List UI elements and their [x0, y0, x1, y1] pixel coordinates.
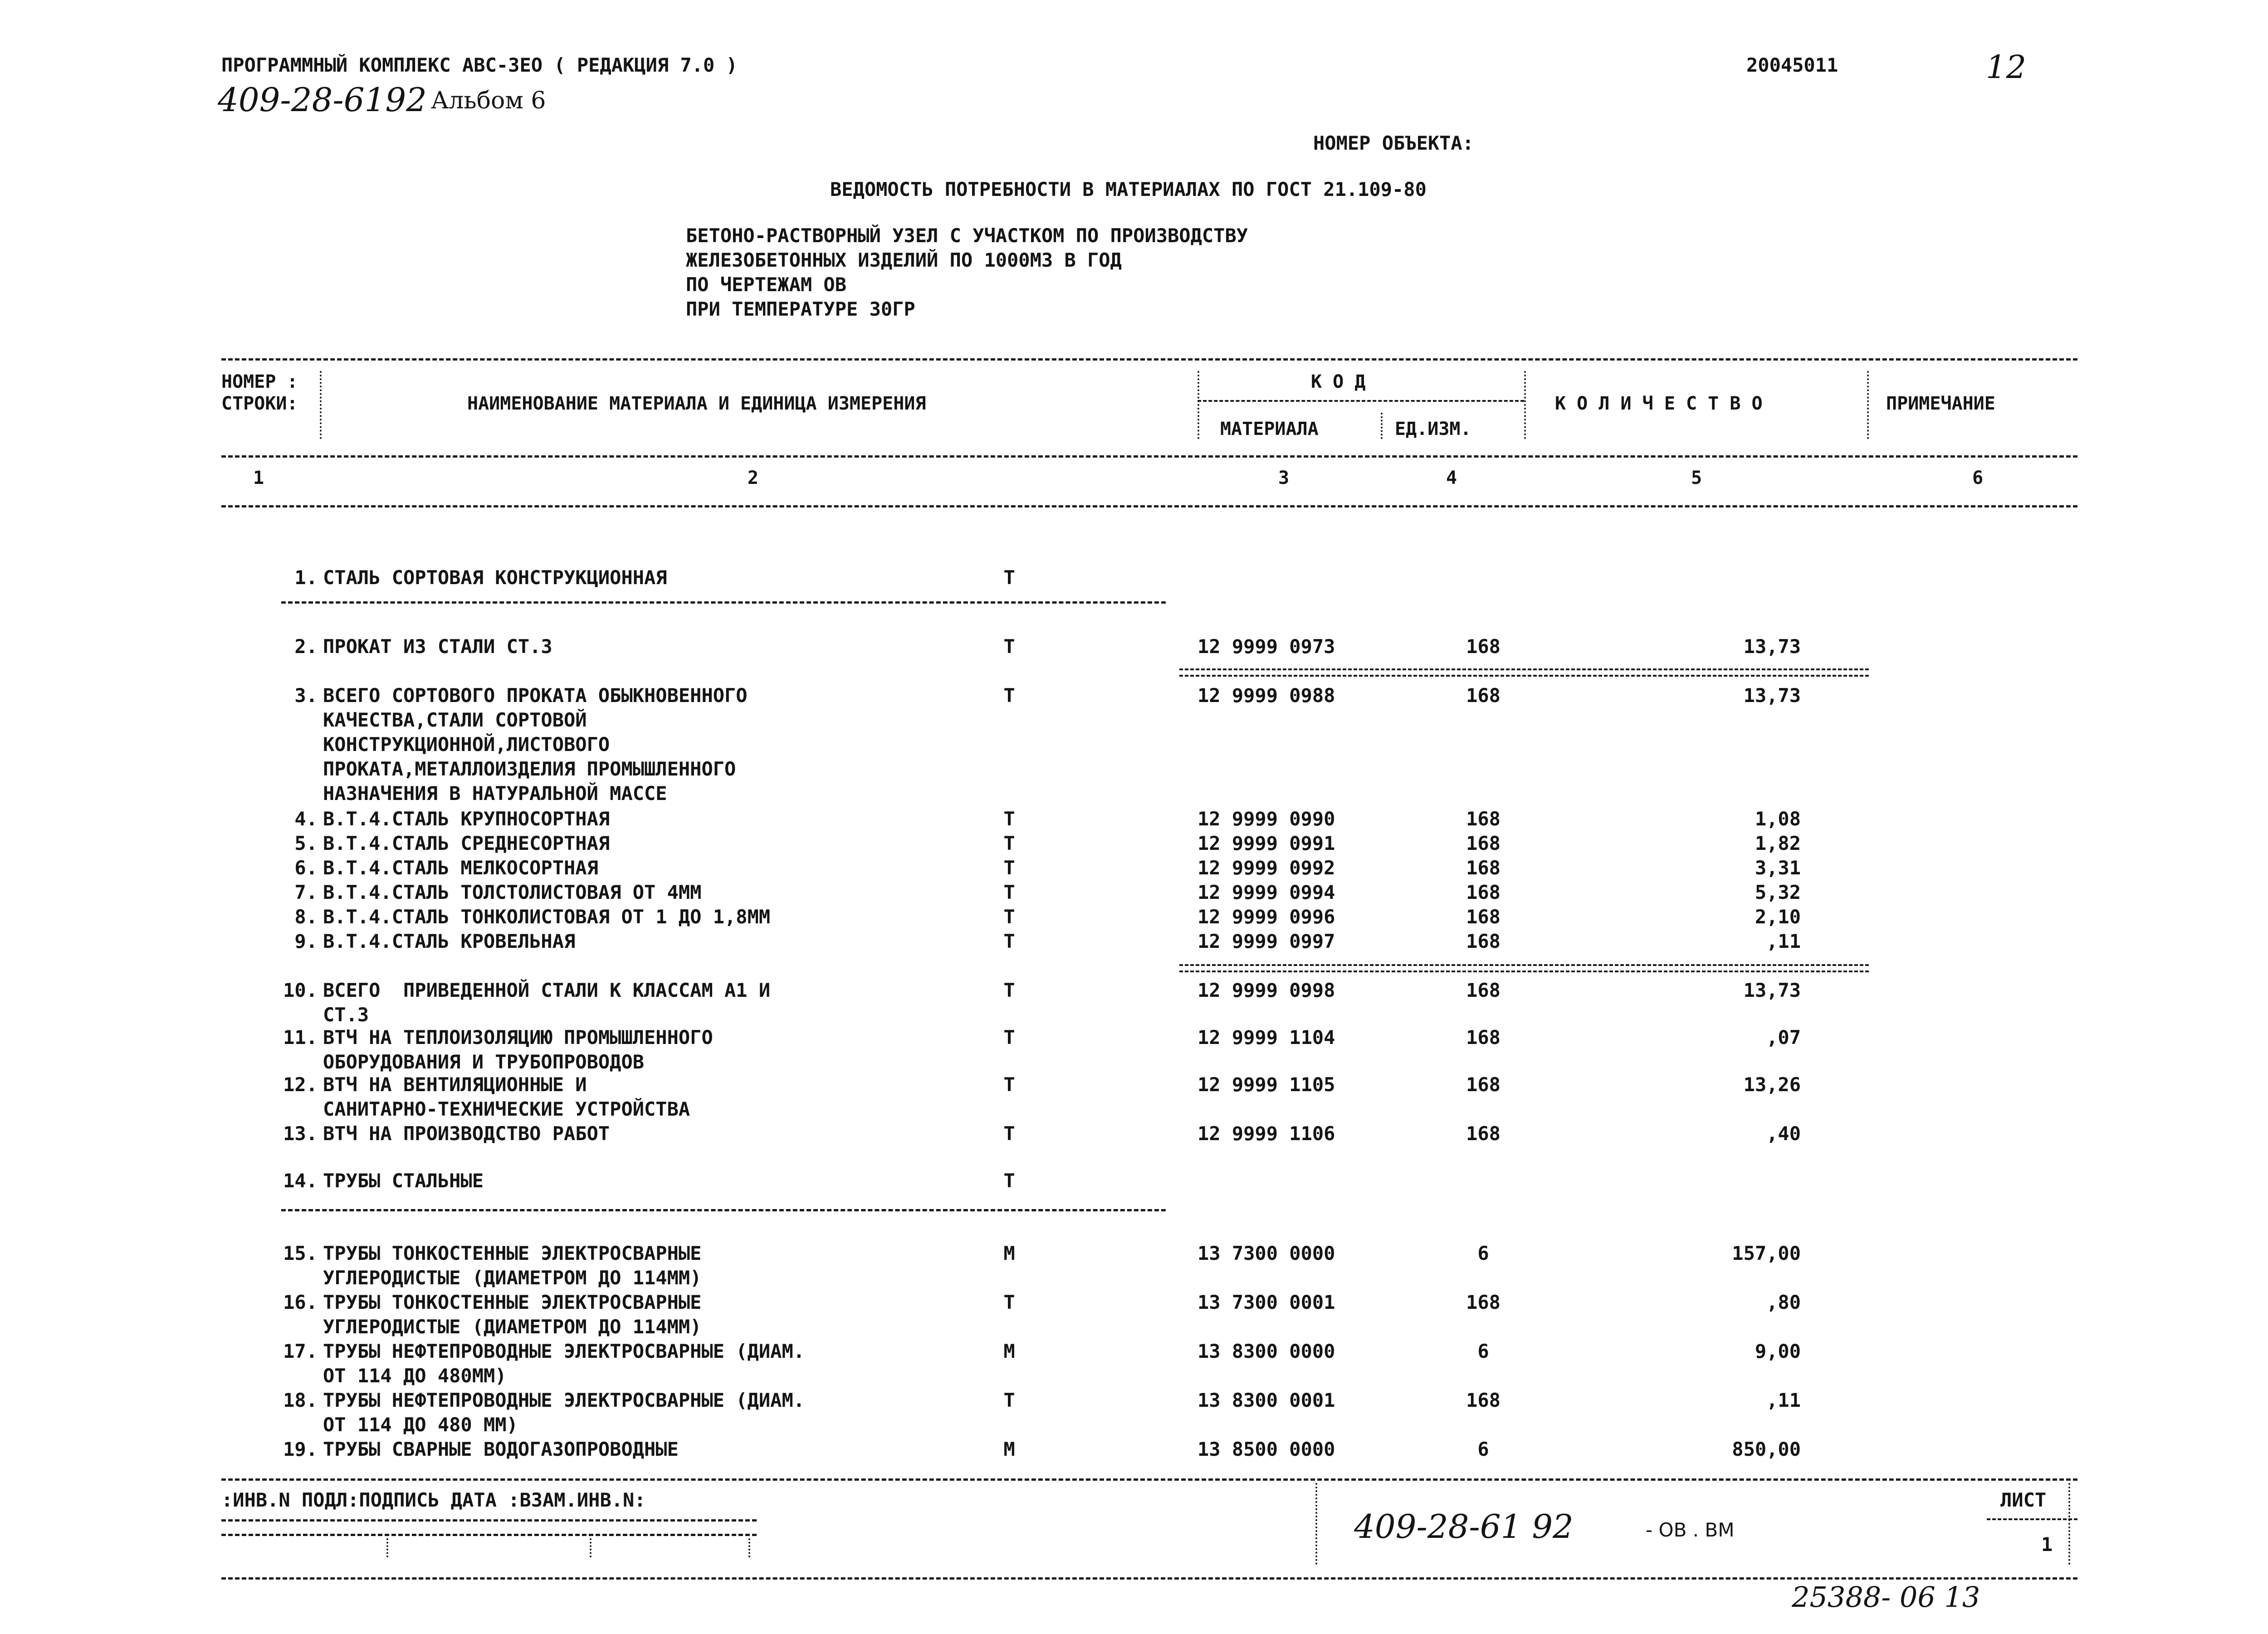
unit-code: 168 [1466, 930, 1501, 952]
material-name-line: В.Т.4.СТАЛЬ ТОЛСТОЛИСТОВАЯ ОТ 4ММ [323, 881, 702, 903]
material-name-line: ТРУБЫ СВАРНЫЕ ВОДОГАЗОПРОВОДНЫЕ [323, 1438, 679, 1460]
header-sep-2 [1198, 371, 1199, 439]
quantity: 1,82 [1755, 832, 1801, 854]
material-name-line: ВТЧ НА ПРОИЗВОДСТВО РАБОТ [323, 1122, 610, 1145]
material-name-line: УГЛЕРОДИСТЫЕ (ДИАМЕТРОМ ДО 114ММ) [323, 1267, 702, 1289]
row-number: 5. [294, 832, 318, 854]
unit-of-measure: Т [1003, 1122, 1015, 1145]
material-name-line: УГЛЕРОДИСТЫЕ (ДИАМЕТРОМ ДО 114ММ) [323, 1316, 702, 1338]
doc-code-handwritten: 409-28-61 92 [1354, 1507, 1574, 1546]
material-code: 12 9999 1105 [1198, 1073, 1335, 1096]
sheet-number: 1 [2041, 1533, 2053, 1556]
quantity: 2,10 [1755, 906, 1801, 928]
unit-of-measure: Т [1003, 808, 1015, 830]
header-material-name: НАИМЕНОВАНИЕ МАТЕРИАЛА И ЕДИНИЦА ИЗМЕРЕНИЯ [467, 393, 926, 414]
material-code: 13 7300 0000 [1198, 1242, 1335, 1264]
unit-of-measure: Т [1003, 1170, 1015, 1192]
material-name-line: ВСЕГО СОРТОВОГО ПРОКАТА ОБЫКНОВЕННОГО [323, 684, 748, 707]
unit-of-measure: Т [1003, 1291, 1015, 1313]
material-name-line: ТРУБЫ СТАЛЬНЫЕ [323, 1170, 484, 1192]
object-desc-line-4: ПРИ ТЕМПЕРАТУРЕ 30ГР [686, 298, 915, 320]
row-number: 16. [283, 1291, 318, 1313]
quantity: ,40 [1766, 1122, 1801, 1145]
sheet-handwritten: 12 [1986, 49, 2027, 86]
unit-of-measure: Т [1003, 857, 1015, 879]
quantity: 3,31 [1755, 857, 1801, 879]
material-name-line: ОТ 114 ДО 480 ММ) [323, 1414, 518, 1436]
header-code-material: МАТЕРИАЛА [1220, 419, 1319, 439]
material-name-line: КОНСТРУКЦИОННОЙ,ЛИСТОВОГО [323, 733, 610, 756]
header-col-index-5: 5 [1691, 468, 1702, 488]
header-mid-rule [221, 455, 2077, 458]
row-number: 4. [294, 808, 318, 830]
unit-code: 6 [1477, 1242, 1489, 1264]
material-name-line: ТРУБЫ ТОНКОСТЕННЫЕ ЭЛЕКТРОСВАРНЫЕ [323, 1242, 702, 1264]
header-sep-5 [1867, 371, 1869, 439]
stamp-rule-1 [221, 1519, 757, 1522]
stamp-rule-2 [221, 1534, 757, 1536]
material-code: 12 9999 0973 [1198, 635, 1335, 658]
unit-code: 168 [1466, 1122, 1501, 1145]
material-name-line: НАЗНАЧЕНИЯ В НАТУРАЛЬНОЙ МАССЕ [323, 782, 667, 805]
row-number: 6. [294, 857, 318, 879]
unit-code: 168 [1466, 979, 1501, 1001]
material-name-line: ПРОКАТ ИЗ СТАЛИ СТ.3 [323, 635, 552, 658]
header-row-number-1: НОМЕР : [221, 371, 298, 392]
unit-code: 168 [1466, 808, 1501, 830]
sheet-rule [1987, 1518, 2077, 1520]
material-name-line: КАЧЕСТВА,СТАЛИ СОРТОВОЙ [323, 709, 587, 731]
unit-of-measure: Т [1003, 979, 1015, 1001]
unit-code: 168 [1466, 857, 1501, 879]
stamp-sep-4 [1315, 1483, 1317, 1565]
header-code: К О Д [1311, 371, 1366, 392]
header-col-index-6: 6 [1972, 468, 1984, 488]
quantity: 13,73 [1743, 979, 1801, 1001]
material-code: 12 9999 1106 [1198, 1122, 1335, 1145]
section-rule-1 [281, 601, 1166, 604]
row-number: 7. [294, 881, 318, 903]
unit-of-measure: М [1003, 1438, 1015, 1460]
unit-code: 168 [1466, 684, 1501, 707]
row-number: 8. [294, 906, 318, 928]
quantity: 13,73 [1743, 635, 1801, 658]
material-name-line: ТРУБЫ НЕФТЕПРОВОДНЫЕ ЭЛЕКТРОСВАРНЫЕ (ДИАМ. [323, 1389, 805, 1411]
row-number: 1. [294, 566, 318, 589]
material-code: 12 9999 0994 [1198, 881, 1335, 903]
material-code: 12 9999 0996 [1198, 906, 1335, 928]
material-name-line: ВТЧ НА ВЕНТИЛЯЦИОННЫЕ И [323, 1073, 587, 1096]
material-name-line: ОБОРУДОВАНИЯ И ТРУБОПРОВОДОВ [323, 1051, 645, 1073]
unit-of-measure: Т [1003, 1026, 1015, 1049]
row-number: 15. [283, 1242, 318, 1264]
unit-of-measure: Т [1003, 635, 1015, 658]
unit-code: 168 [1466, 1026, 1501, 1049]
table-row [0, 856, 2268, 879]
header-sep-3 [1381, 413, 1383, 439]
material-code: 12 9999 0992 [1198, 857, 1335, 879]
unit-code: 168 [1466, 635, 1501, 658]
row-number: 9. [294, 930, 318, 952]
material-name-line: СТАЛЬ СОРТОВАЯ КОНСТРУКЦИОННАЯ [323, 566, 667, 589]
unit-of-measure: Т [1003, 832, 1015, 854]
header-sep-4 [1524, 371, 1526, 439]
total-rule-1 [1179, 668, 1869, 677]
material-name-line: В.Т.4.СТАЛЬ СРЕДНЕСОРТНАЯ [323, 832, 610, 854]
quantity: ,07 [1766, 1026, 1801, 1049]
program-header: ПРОГРАММНЫЙ КОМПЛЕКС АВС-ЗЕО ( РЕДАКЦИЯ 7.0 ) [221, 54, 738, 76]
unit-of-measure: Т [1003, 906, 1015, 928]
quantity: 157,00 [1732, 1242, 1801, 1264]
object-number-label: НОМЕР ОБЪЕКТА: [1313, 132, 1474, 154]
material-name-line: В.Т.4.СТАЛЬ КРОВЕЛЬНАЯ [323, 930, 576, 952]
unit-code: 6 [1477, 1438, 1489, 1460]
unit-code: 168 [1466, 881, 1501, 903]
unit-of-measure: М [1003, 1340, 1015, 1362]
quantity: 850,00 [1732, 1438, 1801, 1460]
row-number: 19. [283, 1438, 318, 1460]
row-number: 10. [283, 979, 318, 1001]
section-rule-2 [281, 1209, 1166, 1211]
material-code: 13 8500 0000 [1198, 1438, 1335, 1460]
unit-code: 168 [1466, 906, 1501, 928]
table-top-rule [221, 358, 2077, 361]
header-quantity: К О Л И Ч Е С Т В О [1555, 393, 1763, 414]
material-code: 12 9999 0990 [1198, 808, 1335, 830]
table-row [0, 807, 2268, 830]
header-col-index-3: 3 [1278, 468, 1290, 488]
material-name-line: ВТЧ НА ТЕПЛОИЗОЛЯЦИЮ ПРОМЫШЛЕННОГО [323, 1026, 713, 1049]
footer-bottom-rule [221, 1577, 2077, 1580]
stamp-fields: :ИНВ.N ПОДЛ:ПОДПИСЬ ДАТА :ВЗАМ.ИНВ.N: [221, 1489, 646, 1511]
object-desc-line-2: ЖЕЛЕЗОБЕТОННЫХ ИЗДЕЛИЙ ПО 1000М3 В ГОД [686, 249, 1122, 271]
material-name-line: ОТ 114 ДО 480ММ) [323, 1365, 507, 1387]
material-code: 12 9999 0988 [1198, 684, 1335, 707]
row-number: 12. [283, 1073, 318, 1096]
footer-top-rule [221, 1478, 2077, 1481]
row-number: 18. [283, 1389, 318, 1411]
quantity: 9,00 [1755, 1340, 1801, 1362]
material-name-line: В.Т.4.СТАЛЬ КРУПНОСОРТНАЯ [323, 808, 610, 830]
row-number: 13. [283, 1122, 318, 1145]
unit-of-measure: Т [1003, 684, 1015, 707]
quantity: ,11 [1766, 1389, 1801, 1411]
material-name-line: ТРУБЫ НЕФТЕПРОВОДНЫЕ ЭЛЕКТРОСВАРНЫЕ (ДИАМ. [323, 1340, 805, 1362]
table-row [0, 1169, 2268, 1192]
quantity: 13,73 [1743, 684, 1801, 707]
header-bottom-rule [221, 505, 2077, 507]
album-code: 409-28-6192 [218, 81, 427, 119]
stamp-sep-1 [386, 1538, 388, 1557]
material-name-line: В.Т.4.СТАЛЬ ТОНКОЛИСТОВАЯ ОТ 1 ДО 1,8ММ [323, 906, 771, 928]
material-name-line: САНИТАРНО-ТЕХНИЧЕСКИЕ УСТРОЙСТВА [323, 1098, 690, 1120]
material-name-line: ВСЕГО ПРИВЕДЕННОЙ СТАЛИ К КЛАССАМ А1 И [323, 979, 771, 1001]
material-code: 12 9999 0998 [1198, 979, 1335, 1001]
quantity: 5,32 [1755, 881, 1801, 903]
unit-code: 6 [1477, 1340, 1489, 1362]
material-code: 13 7300 0001 [1198, 1291, 1335, 1313]
unit-of-measure: Т [1003, 930, 1015, 952]
unit-code: 168 [1466, 1389, 1501, 1411]
row-number: 14. [283, 1170, 318, 1192]
unit-of-measure: Т [1003, 881, 1015, 903]
header-code-rule [1198, 400, 1524, 402]
material-code: 12 9999 0991 [1198, 832, 1335, 854]
header-col-index-4: 4 [1446, 468, 1457, 488]
material-code: 12 9999 1104 [1198, 1026, 1335, 1049]
table-row [0, 905, 2268, 928]
header-row-number-2: СТРОКИ: [221, 393, 298, 414]
sheet-label: ЛИСТ [2000, 1489, 2047, 1511]
sheet-title: ВЕДОМОСТЬ ПОТРЕБНОСТИ В МАТЕРИАЛАХ ПО ГОСТ 21.109-80 [830, 178, 1427, 200]
quantity: ,11 [1766, 930, 1801, 952]
bottom-handwritten: 25388- 06 13 [1792, 1580, 1980, 1614]
header-sep-1 [320, 371, 322, 439]
unit-of-measure: Т [1003, 1389, 1015, 1411]
row-number: 17. [283, 1340, 318, 1362]
stamp-sep-5 [2068, 1483, 2070, 1565]
material-code: 12 9999 0997 [1198, 930, 1335, 952]
material-name-line: В.Т.4.СТАЛЬ МЕЛКОСОРТНАЯ [323, 857, 598, 879]
material-name-line: ТРУБЫ ТОНКОСТЕННЫЕ ЭЛЕКТРОСВАРНЫЕ [323, 1291, 702, 1313]
stamp-sep-3 [748, 1538, 750, 1557]
row-number: 11. [283, 1026, 318, 1049]
total-rule-2 [1179, 964, 1869, 972]
unit-code: 168 [1466, 1291, 1501, 1313]
document-number: 20045011 [1746, 54, 1838, 76]
quantity: ,80 [1766, 1291, 1801, 1313]
doc-code-suffix: - ОВ . ВМ [1646, 1519, 1735, 1541]
object-desc-line-1: БЕТОНО-РАСТВОРНЫЙ УЗЕЛ С УЧАСТКОМ ПО ПРОИЗВОДСТВУ [686, 224, 1248, 247]
material-name-line: СТ.3 [323, 1004, 369, 1026]
unit-of-measure: М [1003, 1242, 1015, 1264]
album-label: Альбом 6 [431, 87, 546, 114]
header-code-unit: ЕД.ИЗМ. [1395, 419, 1471, 439]
material-name-line: ПРОКАТА,МЕТАЛЛОИЗДЕЛИЯ ПРОМЫШЛЕННОГО [323, 758, 736, 780]
row-number: 2. [294, 635, 318, 658]
stamp-sep-2 [590, 1538, 591, 1557]
quantity: 13,26 [1743, 1073, 1801, 1096]
unit-code: 168 [1466, 832, 1501, 854]
unit-code: 168 [1466, 1073, 1501, 1096]
material-code: 13 8300 0001 [1198, 1389, 1335, 1411]
header-note: ПРИМЕЧАНИЕ [1886, 393, 1995, 414]
object-desc-line-3: ПО ЧЕРТЕЖАМ ОВ [686, 273, 847, 296]
row-number: 3. [294, 684, 318, 707]
quantity: 1,08 [1755, 808, 1801, 830]
header-col-index-2: 2 [747, 468, 759, 488]
unit-of-measure: Т [1003, 566, 1015, 589]
header-col-index-1: 1 [253, 468, 264, 488]
unit-of-measure: Т [1003, 1073, 1015, 1096]
material-code: 13 8300 0000 [1198, 1340, 1335, 1362]
